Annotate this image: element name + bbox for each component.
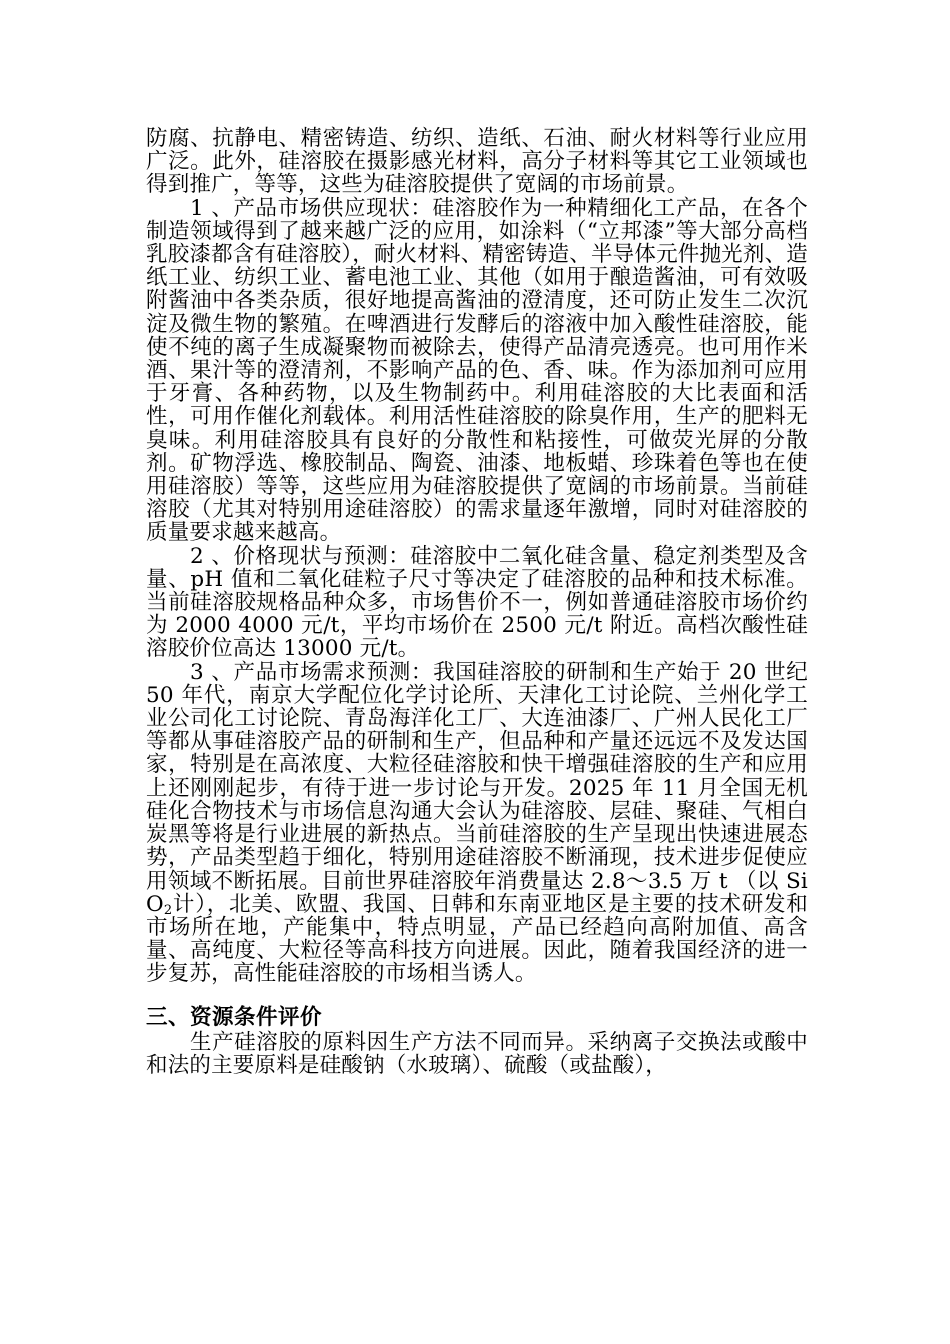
sio2-subscript: 2 <box>163 902 173 918</box>
demand-text-part-2: 计），北美、欧盟、我国、日韩和东南亚地区是主要的技术研发和市场所在地，产能集中，特点明显，产品已经趋向高附加值、高含量、高纯度、大粒径等高科技方向进展。因此，随着我国经济的进一步复苏，高性能硅溶胶的市场相当诱人。 <box>146 891 808 987</box>
paragraph-price-forecast: 2 、价格现状与预测：硅溶胶中二氧化硅含量、稳定剂类型及含量、pH 值和二氧化硅粒子尺寸等决定了硅溶胶的品种和技术标准。当前硅溶胶规格品种众多，市场售价不一，例如普通硅溶胶市场价约为 2000 4000 元/t，平均市场价在 2500 元/t 附近。高档次酸性硅溶胶价位高达 13000 元/t。 <box>146 543 808 662</box>
paragraph-supply-status: 1 、产品市场供应现状：硅溶胶作为一种精细化工产品，在各个制造领域得到了越来越广泛的应用，如涂料（“立邦漆”等大部分高档乳胶漆都含有硅溶胶），耐火材料、精密铸造、半导体元件抛光剂、造纸工业、纺织工业、蓄电池工业、其他（如用于酿造酱油，可有效吸附酱油中各类杂质，很好地提高酱油的澄清度，还可防止发生二次沉淀及微生物的繁殖。在啤酒进行发酵后的溶液中加入酸性硅溶胶，能使不纯的离子生成凝聚物而被除去，使得产品清亮透亮。也可用作米酒、果汁等的澄清剂，不影响产品的色、香、味。作为添加剂可应用于牙膏、各种药物，以及生物制药中。利用硅溶胶的大比表面和活性，可用作催化剂载体。利用活性硅溶胶的除臭作用，生产的肥料无臭味。利用硅溶胶具有良好的分散性和粘接性，可做荧光屏的分散剂。矿物浮选、橡胶制品、陶瓷、油漆、地板蜡、珍珠着色等也在使用硅溶胶）等等，这些应用为硅溶胶提供了宽阔的市场前景。当前硅溶胶（尤其对特别用途硅溶胶）的需求量逐年激增，同时对硅溶胶的质量要求越来越高。 <box>146 195 808 546</box>
paragraph-demand-forecast <box>146 661 808 986</box>
paragraph-intro: 防腐、抗静电、精密铸造、纺织、造纸、石油、耐火材料等行业应用广泛。此外，硅溶胶在摄影感光材料，高分子材料等其它工业领域也得到推广，等等，这些为硅溶胶提供了宽阔的市场前景。 <box>146 126 808 198</box>
document-page <box>146 127 808 1077</box>
demand-text-part-1: 3 、产品市场需求预测：我国硅溶胶的研制和生产始于 20 世纪 50 年代，南京大学配位化学讨论所、天津化工讨论院、兰州化学工业公司化工讨论院、青岛海洋化工厂、大连油漆厂、广州人民化工厂等都从事硅溶胶产品的研制和生产，但品种和产量还远远不及发达国家，特别是在高浓度、大粒径硅溶胶和快干增强硅溶胶的生产和应用上还刚刚起步，有待于进一步讨论与开发。2025 年 11 月全国无机硅化合物技术与市场信息沟通大会认为硅溶胶、层硅、聚硅、气相白炭黑等将是行业进展的新热点。当前硅溶胶的生产呈现出快速进展态势，产品类型趋于细化，特别用途硅溶胶不断涌现，技术进步促使应用领域不断拓展。目前世界硅溶胶年消费量达 2.8～3.5 万 t （以 SiO <box>146 659 808 917</box>
paragraph-raw-materials: 生产硅溶胶的原料因生产方法不同而异。采纳离子交换法或酸中和法的主要原料是硅酸钠（水玻璃）、硫酸（或盐酸）， <box>146 1029 808 1078</box>
section-heading-resources: 三、资源条件评价 <box>146 1004 323 1030</box>
